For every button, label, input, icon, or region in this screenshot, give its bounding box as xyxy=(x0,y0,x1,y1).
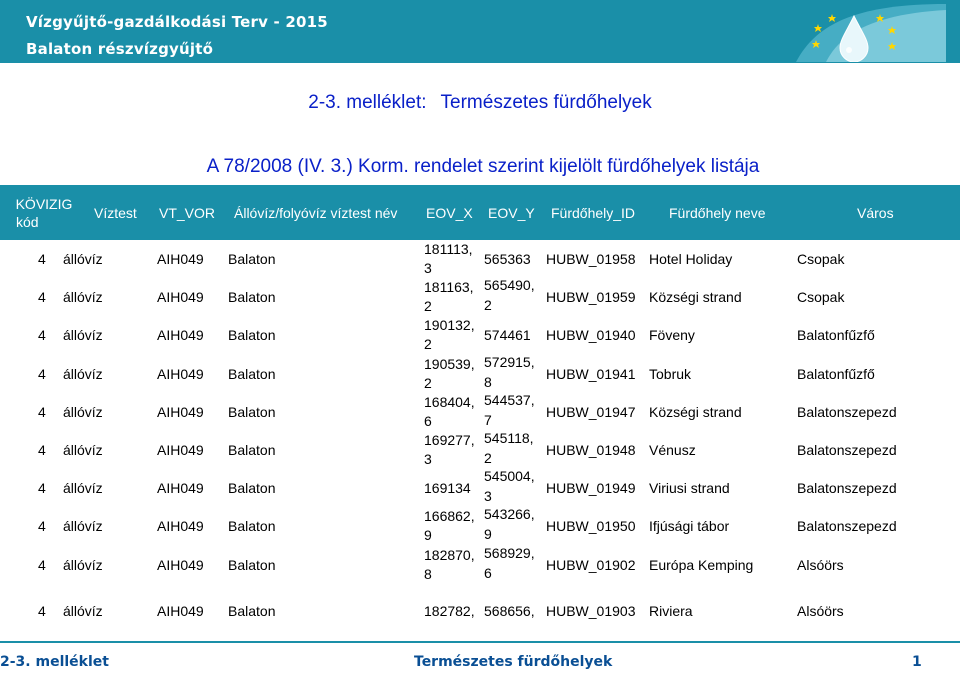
header-title: Vízgyűjtő-gazdálkodási Terv - 2015 xyxy=(26,13,328,31)
cell-eov-y-line2: 3 xyxy=(484,488,492,505)
cell-furdohely-neve: Ifjúsági tábor xyxy=(649,518,730,535)
cell-vor: AIH049 xyxy=(157,403,204,420)
cell-varos: Csopak xyxy=(797,289,845,306)
cell-vor: AIH049 xyxy=(157,365,204,382)
cell-viztest: állóvíz xyxy=(63,480,103,497)
cell-kod: 4 xyxy=(38,403,46,420)
cell-nev: Balaton xyxy=(228,289,276,306)
cell-eov-x-line1: 166862, xyxy=(424,508,475,525)
cell-viztest: állóvíz xyxy=(63,327,103,344)
header-furdohely-id: Fürdőhely_ID xyxy=(551,204,636,221)
table-row xyxy=(0,240,960,278)
cell-eov-x-line1: 190539, xyxy=(424,355,475,372)
table-header xyxy=(0,185,960,240)
cell-furdohely-neve: Községi strand xyxy=(649,403,742,420)
cell-eov-x-line2: 2 xyxy=(424,298,432,315)
cell-eov-x-line2: 3 xyxy=(424,451,432,467)
table-row xyxy=(0,584,960,622)
table-body xyxy=(0,240,960,619)
footer-page-number: 1 xyxy=(912,654,922,670)
cell-kod: 4 xyxy=(38,556,46,573)
cell-viztest: állóvíz xyxy=(63,365,103,382)
cell-eov-x-line1: 181113, xyxy=(424,241,473,257)
header-banner xyxy=(0,0,960,63)
cell-eov-y-line2: 7 xyxy=(484,411,492,428)
cell-furdohely-id: HUBW_01941 xyxy=(546,365,636,382)
table-row xyxy=(0,278,960,316)
cell-viztest: állóvíz xyxy=(63,518,103,535)
cell-eov-y-line1: 544537, xyxy=(484,391,535,408)
header-eov-y: EOV_Y xyxy=(488,204,535,221)
cell-furdohely-id: HUBW_01959 xyxy=(546,289,636,306)
cell-eov-y-line1: 565490, xyxy=(484,277,535,294)
cell-furdohely-neve: Riviera xyxy=(649,602,693,619)
cell-vor: AIH049 xyxy=(157,480,204,497)
cell-kod: 4 xyxy=(38,442,46,458)
list-subtitle-text: A 78/2008 (IV. 3.) Korm. rendelet szerint kijelölt fürdőhelyek listája xyxy=(206,156,760,177)
cell-varos: Alsóörs xyxy=(797,602,844,619)
cell-nev: Balaton xyxy=(228,602,276,619)
cell-eov-y-line2: 8 xyxy=(484,373,492,390)
cell-viztest: állóvíz xyxy=(63,442,103,458)
cell-eov-y: 574461 xyxy=(484,327,531,344)
cell-nev: Balaton xyxy=(228,556,276,573)
cell-furdohely-neve: Községi strand xyxy=(649,289,742,306)
appendix-name: Természetes fürdőhelyek xyxy=(440,92,652,113)
cell-varos: Csopak xyxy=(797,251,845,267)
cell-furdohely-neve: Hotel Holiday xyxy=(649,251,733,267)
cell-nev: Balaton xyxy=(228,480,276,497)
cell-viztest: állóvíz xyxy=(63,251,103,267)
cell-eov-x-line1: 181163, xyxy=(424,279,474,296)
cell-furdohely-id: HUBW_01902 xyxy=(546,556,636,573)
cell-eov-x-line1: 182870, xyxy=(424,546,475,563)
footer-center: Természetes fürdőhelyek xyxy=(414,654,613,670)
cell-eov-y-line2: 6 xyxy=(484,564,492,581)
cell-kod: 4 xyxy=(38,602,46,619)
cell-furdohely-id: HUBW_01949 xyxy=(546,480,636,497)
footer-divider xyxy=(0,641,960,643)
cell-furdohely-neve: Viriusi strand xyxy=(649,480,730,497)
table-row xyxy=(0,316,960,354)
cell-eov-y-line1: 568929, xyxy=(484,544,535,561)
cell-nev: Balaton xyxy=(228,365,276,382)
cell-kod: 4 xyxy=(38,327,46,344)
cell-furdohely-id: HUBW_01947 xyxy=(546,403,636,420)
cell-eov-x-line2: 9 xyxy=(424,527,432,544)
cell-furdohely-neve: Európa Kemping xyxy=(649,556,754,573)
cell-kod: 4 xyxy=(38,289,46,306)
cell-eov-x-line2: 3 xyxy=(424,260,432,276)
cell-vor: AIH049 xyxy=(157,251,204,267)
cell-eov-y-line1: 572915, xyxy=(484,353,535,370)
cell-kod: 4 xyxy=(38,365,46,382)
cell-eov-x-line2: 6 xyxy=(424,412,432,429)
header-kovizig-line2: kód xyxy=(16,213,39,230)
cell-vor: AIH049 xyxy=(157,518,204,535)
footer-left: 2-3. melléklet xyxy=(0,654,109,670)
cell-eov-y-line2: 9 xyxy=(484,526,492,543)
cell-varos: Balatonfűzfő xyxy=(797,365,875,382)
cell-eov-x-line1: 169277, xyxy=(424,432,475,448)
cell-furdohely-id: HUBW_01950 xyxy=(546,518,636,535)
cell-nev: Balaton xyxy=(228,403,276,420)
cell-eov-y-line2: 2 xyxy=(484,450,492,466)
cell-varos: Balatonfűzfő xyxy=(797,327,875,344)
header-eov-x: EOV_X xyxy=(426,204,473,221)
appendix-label: 2-3. melléklet: xyxy=(308,92,427,113)
cell-eov-y: 565363 xyxy=(484,251,531,267)
cell-varos: Balatonszepezd xyxy=(797,518,897,535)
cell-furdohely-id: HUBW_01940 xyxy=(546,327,636,344)
header-subtitle: Balaton részvízgyűjtő xyxy=(26,40,214,58)
cell-kod: 4 xyxy=(38,251,46,267)
cell-eov-x-line1: 190132, xyxy=(424,317,475,334)
table-row xyxy=(0,469,960,507)
cell-nev: Balaton xyxy=(228,327,276,344)
water-drop-eu-stars-logo-icon xyxy=(796,4,946,62)
cell-furdohely-id: HUBW_01948 xyxy=(546,442,636,458)
cell-varos: Balatonszepezd xyxy=(797,442,897,458)
cell-vor: AIH049 xyxy=(157,602,204,619)
cell-eov-x-line1: 168404, xyxy=(424,393,475,410)
cell-furdohely-id: HUBW_01903 xyxy=(546,602,636,619)
cell-furdohely-neve: Vénusz xyxy=(649,442,696,458)
appendix-title xyxy=(0,92,960,114)
cell-vor: AIH049 xyxy=(157,289,204,306)
table-row xyxy=(0,546,960,584)
cell-furdohely-id: HUBW_01958 xyxy=(546,251,636,267)
cell-varos: Balatonszepezd xyxy=(797,403,897,420)
cell-kod: 4 xyxy=(38,480,46,497)
cell-viztest: állóvíz xyxy=(63,289,103,306)
header-viztest: Víztest xyxy=(94,204,137,221)
list-subtitle xyxy=(0,156,960,178)
cell-furdohely-neve: Föveny xyxy=(649,327,695,344)
header-kovizig-line1: KÖVIZIG xyxy=(15,195,73,212)
cell-varos: Alsóörs xyxy=(797,556,844,573)
table-row xyxy=(0,355,960,393)
table-row xyxy=(0,431,960,469)
table-row xyxy=(0,393,960,431)
cell-eov-x-line2: 8 xyxy=(424,565,432,582)
header-varos: Város xyxy=(857,204,894,221)
table-row xyxy=(0,507,960,545)
cell-furdohely-neve: Tobruk xyxy=(649,365,692,382)
cell-eov-x-line2: 2 xyxy=(424,336,432,353)
header-kovizig xyxy=(14,185,74,240)
header-allovíz-nev: Állóvíz/folyóvíz víztest név xyxy=(234,204,398,221)
cell-vor: AIH049 xyxy=(157,442,204,458)
cell-eov-y: 568656, xyxy=(484,602,535,619)
cell-eov-y-line1: 545118, xyxy=(484,430,534,446)
cell-varos: Balatonszepezd xyxy=(797,480,897,497)
cell-eov-y-line2: 2 xyxy=(484,297,492,314)
cell-eov-y-line1: 543266, xyxy=(484,506,535,523)
cell-eov-x: 182782, xyxy=(424,602,475,619)
header-vt-vor: VT_VOR xyxy=(159,204,216,221)
cell-eov-x: 169134 xyxy=(424,480,471,497)
cell-viztest: állóvíz xyxy=(63,556,103,573)
cell-nev: Balaton xyxy=(228,518,276,535)
cell-nev: Balaton xyxy=(228,251,276,267)
cell-vor: AIH049 xyxy=(157,556,204,573)
header-furdohely-neve: Fürdőhely neve xyxy=(669,204,766,221)
cell-vor: AIH049 xyxy=(157,327,204,344)
cell-eov-x-line2: 2 xyxy=(424,374,432,391)
cell-nev: Balaton xyxy=(228,442,276,458)
cell-viztest: állóvíz xyxy=(63,602,103,619)
cell-viztest: állóvíz xyxy=(63,403,103,420)
cell-kod: 4 xyxy=(38,518,46,535)
cell-eov-y-line1: 545004, xyxy=(484,468,535,485)
